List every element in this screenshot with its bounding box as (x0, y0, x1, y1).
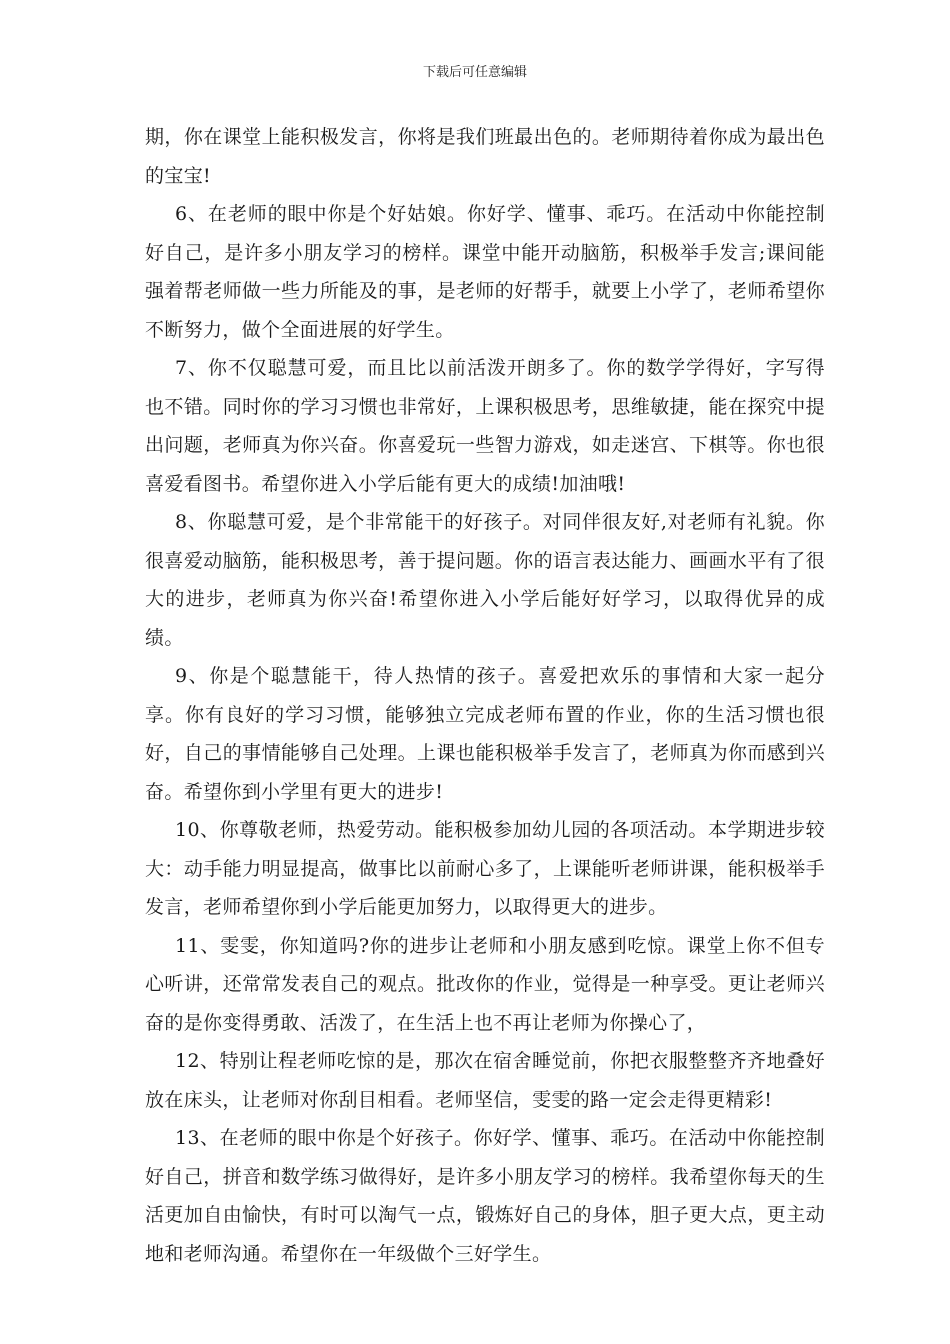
paragraph-item-10: 10、你尊敬老师，热爱劳动。能积极参加幼儿园的各项活动。本学期进步较大：动手能力明显提高，做事比以前耐心多了，上课能听老师讲课，能积极举手发言，老师希望你到小学后能更加努力，以取得更大的进步。 (145, 819, 825, 918)
paragraph-item-11: 11、雯雯，你知道吗?你的进步让老师和小朋友感到吃惊。课堂上你不但专心听讲，还常常发表自己的观点。批改你的作业，觉得是一种享受。更让老师兴奋的是你变得勇敢、活泼了，在生活上也不再让老师为你操心了， (145, 934, 825, 1034)
document-body (145, 118, 825, 1273)
paragraph-item-9: 9、你是个聪慧能干，待人热情的孩子。喜爱把欢乐的事情和大家一起分享。你有良好的学习习惯，能够独立完成老师布置的作业，你的生活习惯也很好，自己的事情能够自己处理。上课也能积极举手发言了，老师真为你而感到兴奋。希望你到小学里有更大的进步! (145, 665, 825, 803)
paragraph-item-7: 7、你不仅聪慧可爱，而且比以前活泼开朗多了。你的数学学得好，字写得也不错。同时你的学习习惯也非常好，上课积极思考，思维敏捷，能在探究中提出问题，老师真为你兴奋。你喜爱玩一些智力游戏，如走迷宫、下棋等。你也很喜爱看图书。希望你进入小学后能有更大的成绩!加油哦! (145, 357, 825, 495)
page-header: 下载后可任意编辑 (422, 65, 527, 80)
paragraph-item-6: 6、在老师的眼中你是个好姑娘。你好学、懂事、乖巧。在活动中你能控制好自己，是许多小朋友学习的榜样。课堂中能开动脑筋，积极举手发言;课间能强着帮老师做一些力所能及的事，是老师的好帮手，就要上小学了，老师希望你不断努力，做个全面进展的好学生。 (145, 203, 825, 341)
paragraph-item-12: 12、特别让程老师吃惊的是，那次在宿舍睡觉前，你把衣服整整齐齐地叠好放在床头，让老师对你刮目相看。老师坚信，雯雯的路一定会走得更精彩! (145, 1050, 825, 1111)
paragraph-item-8: 8、你聪慧可爱，是个非常能干的好孩子。对同伴很友好,对老师有礼貌。你很喜爱动脑筋，能积极思考，善于提问题。你的语言表达能力、画画水平有了很大的进步，老师真为你兴奋!希望你进入小学后能好好学习，以取得优异的成绩。 (145, 511, 825, 649)
paragraph-continuation: 期，你在课堂上能积极发言，你将是我们班最出色的。老师期待着你成为最出色的宝宝! (145, 126, 825, 187)
paragraph-item-13: 13、在老师的眼中你是个好孩子。你好学、懂事、乖巧。在活动中你能控制好自己，拼音和数学练习做得好，是许多小朋友学习的榜样。我希望你每天的生活更加自由愉快，有时可以淘气一点，锻炼好自己的身体，胆子更大点，更主动地和老师沟通。希望你在一年级做个三好学生。 (145, 1127, 825, 1265)
